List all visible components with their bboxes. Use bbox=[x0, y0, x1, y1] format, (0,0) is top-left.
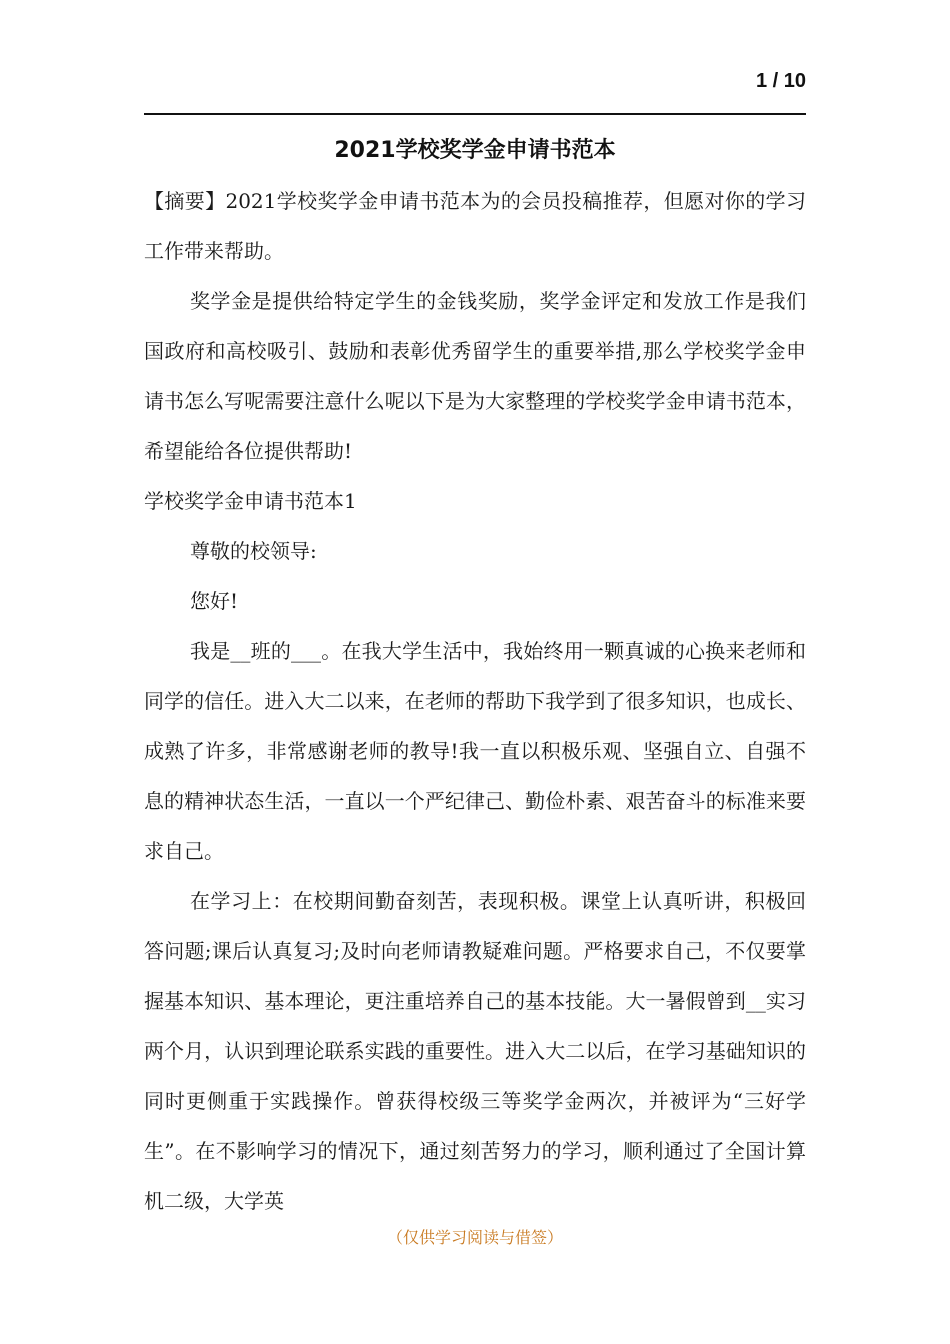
greeting: 您好! bbox=[190, 589, 239, 613]
body-paragraph: 我是__班的___。在我大学生活中，我始终用一颗真诚的心换来老师和同学的信任。进入大二以来，在老师的帮助下我学到了很多知识，也成长、成熟了许多，非常感谢老师的教导!我一直以积极乐观、坚强自立、自强不息的精神状态生活，一直以一个严纪律己、勤俭朴素、艰苦奋斗的标准来要求自己。 bbox=[144, 639, 806, 863]
salutation: 尊敬的校领导: bbox=[190, 539, 317, 563]
document-title: 2021学校奖学金申请书范本 bbox=[334, 138, 616, 163]
footer-note: （仅供学习阅读与借签） bbox=[386, 1228, 563, 1247]
document-body bbox=[144, 176, 806, 1226]
body-paragraph: 在学习上：在校期间勤奋刻苦，表现积极。课堂上认真听讲，积极回答问题;课后认真复习;及时向老师请教疑难问题。严格要求自己，不仅要掌握基本知识、基本理论，更注重培养自己的基本技能。大一暑假曾到__实习两个月，认识到理论联系实践的重要性。进入大二以后，在学习基础知识的同时更侧重于实践操作。曾获得校级三等奖学金两次，并被评为“三好学生”。在不影响学习的情况下，通过刻苦努力的学习，顺利通过了全国计算机二级，大学英 bbox=[144, 889, 806, 1213]
header-divider bbox=[144, 113, 806, 115]
page-indicator: 1 / 10 bbox=[755, 70, 806, 92]
intro-paragraph: 奖学金是提供给特定学生的金钱奖励，奖学金评定和发放工作是我们国政府和高校吸引、鼓励和表彰优秀留学生的重要举措,那么学校奖学金申请书怎么写呢需要注意什么呢以下是为大家整理的学校奖学金申请书范本，希望能给各位提供帮助! bbox=[144, 289, 806, 463]
section-heading: 学校奖学金申请书范本1 bbox=[144, 489, 357, 513]
abstract-paragraph: 【摘要】2021学校奖学金申请书范本为的会员投稿推荐，但愿对你的学习工作带来帮助。 bbox=[144, 189, 806, 263]
